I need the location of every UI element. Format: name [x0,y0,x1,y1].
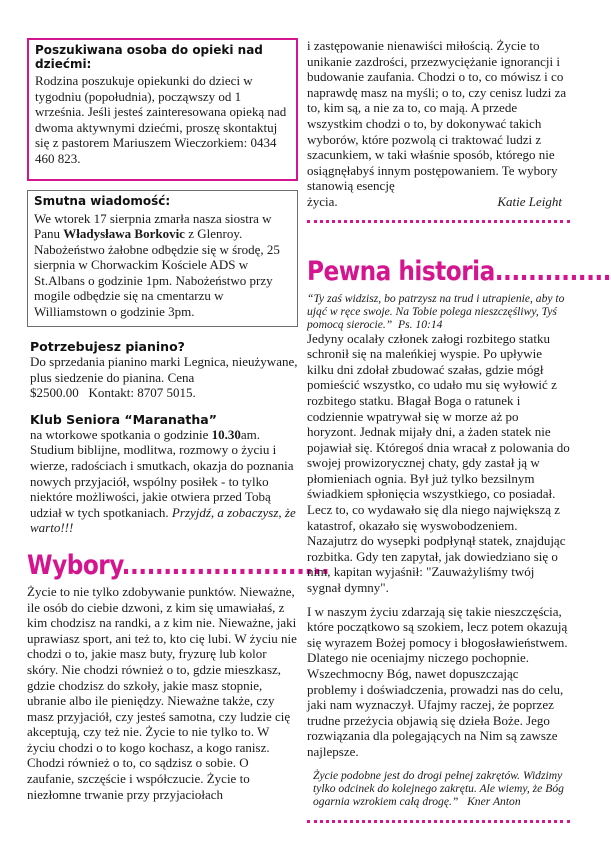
historia-paragraph-2: I w naszym życiu zdarzają się takie nieszczęścia, które początkowo są szokiem, lecz potem okazują się wyrazem Bożej pomocy i błogosławieństwem. Dlatego nie oceniajmy niczego pochopnie. Wszechmocny Bóg, nawet dopuszczając problemy i doświadczenia, prowadzi nas do celu, jaki nam wyznaczył. Ufajmy raczej, że poprzez trudne przeżycia objawią się dzieła Boże. Jego rozwiązania dla polegających na Nim są zawsze najlepsze. [307,603,568,759]
piano-description: Do sprzedania pianino marki Legnica, nieużywane, plus siedzenie do pianina. [30,354,298,385]
historia-title: Pewna historia.............. [307,255,611,287]
sad-news-notice [27,190,298,327]
sad-news-title: Smutna wiadomość: [34,194,171,208]
club-text-before: na wtorkowe spotkania o godzinie [30,426,212,442]
wybory-text: Życie to nie tylko zdobywanie punktów. Nieważne, ile osób do ciebie dzwoni, z kim się umawiałaś, z kim chodzisz na randki, a z kim nie. Nieważne, jaki uprawiasz sport, ani też to, kto cię lubi. W życiu nie chodzi o to, jakie masz buty, fryzurę lub kolor skóry. Nie chodzi również o to, gdzie mieszkasz, gdzie chodzisz do szkoły, jakie masz stopnie, ubranie albo ile pieniędzy. Nieważne także, czy masz przyjaciół, czy jesteś samotna, czy ludzie cię akceptują, czy też nie. Życie to nie tylko to. W życiu chodzi o to kogo kochasz, a kogo ranisz. Chodzi również o to, co sądzisz o sobie. O zaufanie, szczęście i współczucie. Życie to niezłomne trwanie przy przyjaciołach [27,583,297,802]
wybory-signature-row [307,194,570,210]
deceased-name: Władysława Borkovic [63,226,185,242]
closing-author: Kner Anton [467,794,521,808]
wybory-title: Wybory......................... [27,549,330,581]
wybory-last-word: życia. [307,193,338,209]
piano-text [30,354,298,401]
senior-club [27,412,298,536]
sad-news-text-after: z Glenroy. Nabożeństwo żałobne odbędzie się w środę, 25 sierpnia w Chorwackim Kościele ADS w St.Albans o godzinie 1pm. Nabożeństwo przy mogile odbędzie się na cmentarzu w Williamstown o godzinie 3pm. [34,226,280,320]
closing-quote-text: Życie podobne jest do drogi pełnej zakrętów. Widzimy tylko odcinek do kolejnego zakrętu. Ale wiemy, że Bóg ogarnia wzrokiem całą drogę.” [313,768,564,808]
babysitter-title: Poszukiwana osoba do opieki nad dziećmi: [35,43,263,71]
sad-news-text-before: We wtorek 17 sierpnia zmarła nasza siostra w Panu [34,210,272,242]
section-divider-top [307,220,570,223]
historia-article [307,255,611,808]
historia-quote [307,292,570,331]
wybory-author: Katie Leight [497,193,562,209]
club-text [30,427,298,536]
historia-quote-ref: Ps. 10:14 [398,317,443,331]
babysitter-text: Rodzina poszukuje opiekunki do dzieci w tygodniu (popołudnia), począwszy od 1 września. Jeśli jesteś zainteresowana opieką nad dwoma aktywnymi dziećmi, proszę skontaktuj się z pastorem Mariuszem Wieczorkiem: 0434 460 823. [35,73,287,166]
babysitter-notice [27,38,298,181]
section-divider-bottom [307,820,570,823]
historia-closing [307,769,570,808]
historia-paragraph-1: Jedyny ocalały członek załogi rozbitego statku schronił się na maleńkiej wyspie. Po upływie kilku dni zdołał zbudować szałas, gdzie mógł pomieścić wszystko, co udało mu się wyłowić z rozbitego statku. Błagał Boga o ratunek i codziennie wpatrywał się w morze aż po horyzont. Jednak mijały dni, a żaden statek nie pojawiał się. Któregoś dnia wracał z polowania do swojej prowizorycznej chaty, gdy zastał ją w płomieniach ognia. Był już tylko bezsilnym świadkiem spłonięcia wszystkiego, co posiadał. Lecz to, co wydawało się dla niego największą z katastrof, okazało się wyswobodzeniem. Nazajutrz do wysepki podpłynął statek, znajdując rozbitka. Gdy ten zapytał, jak dowiedziano się o nim, kapitan wyjaśnił: "Zauważyliśmy twój sygnał dymny". [307,330,570,596]
piano-price: Cena $2500.00 [30,369,195,401]
wybory-article [27,549,330,802]
wybory-cont-text: i zastępowanie nienawiści miłością. Życie to unikanie zazdrości, przezwyciężanie ignorancji i budowanie zaufania. Chodzi o to, co mówisz i co naprawdę masz na myśli; o to, czy cenisz ludzi za to, kim są, a nie za to, co mają. A przede wszystkim chodzi o to, by dokonywać takich wyborów, które pozwolą ci traktować ludzi z szacunkiem, w taki właśnie sposób, którego nie osiągnęłabyś innym postępowaniem. Te wybory stanowią esencję [307,38,567,194]
piano-ad [27,339,298,401]
club-time: 10.30 [211,426,241,442]
club-invite: Przyjdź, a zobaczysz, że warto!!! [30,504,296,536]
right-column [307,38,611,823]
wybory-continued [307,38,570,210]
piano-title: Potrzebujesz pianino? [30,339,185,354]
club-title: Klub Seniora “Maranatha” [30,411,217,427]
historia-quote-text: “Ty zaś widzisz, bo patrzysz na trud i utrapienie, aby to ująć w ręce swoje. Na Tobie polega nieszczęśliwy, Tyś pomocą sierocie.” [307,291,565,331]
piano-contact: Kontakt: 8707 5015. [88,385,196,401]
club-text-after: am. Studium biblijne, modlitwa, rozmowy o życiu i wierze, radościach i smutkach, okazja do poznania nowych przyjaciół, wspólny posiłek - to tylko niektóre możliwości, jakie otwiera przed Tobą udział w tych spotkaniach. [30,426,294,520]
sad-news-text [34,211,291,320]
